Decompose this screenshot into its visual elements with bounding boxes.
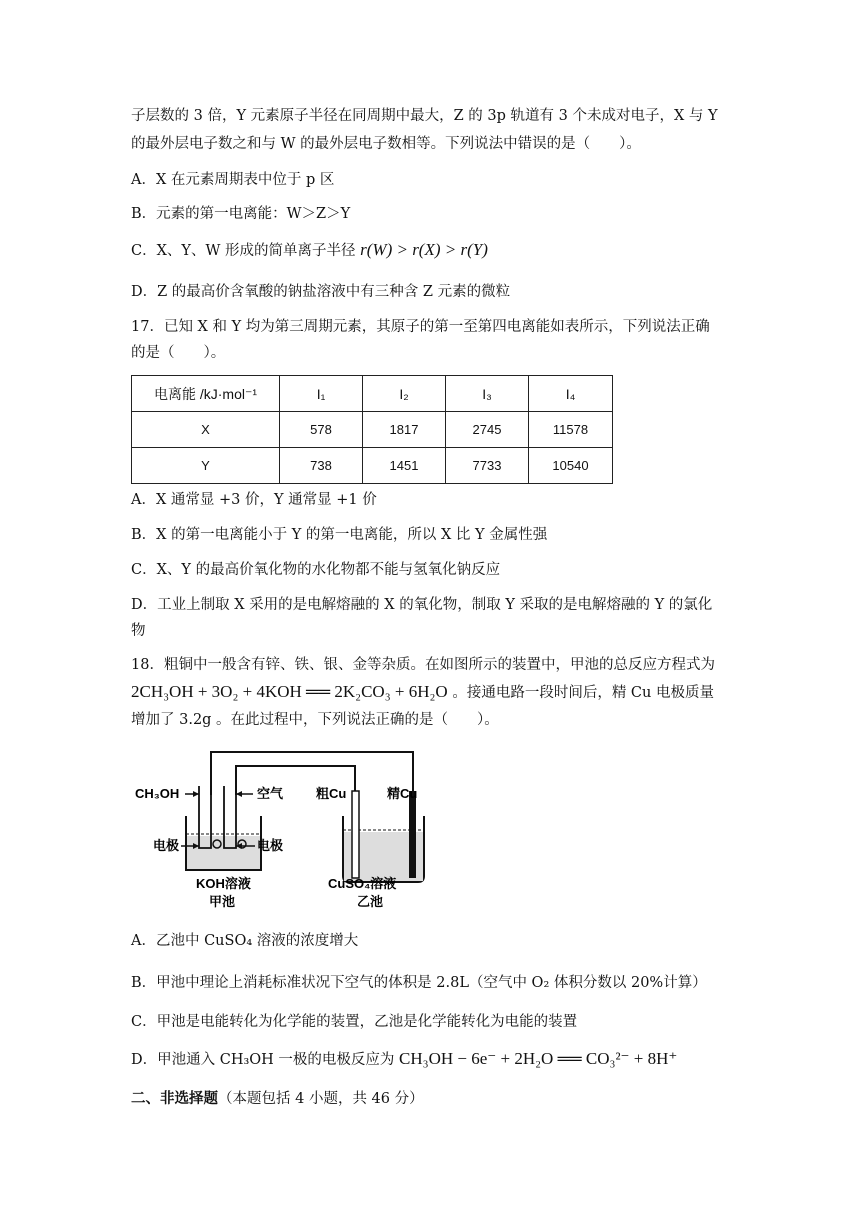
table-row	[132, 412, 613, 448]
table-cell: 1451	[363, 448, 446, 484]
question-18-line-3: 增加了 3.2g 。在此过程中，下列说法正确的是（ ）。	[131, 712, 499, 728]
figure-label-crude-cu: 粗Cu	[316, 786, 347, 801]
figure-label-koh: KOH溶液	[196, 876, 251, 891]
table-header-row	[132, 376, 613, 412]
option-c-18: C．甲池是电能转化为化学能的装置，乙池是化学能转化为电能的装置	[131, 1014, 578, 1030]
option-c-16-text: C．X、Y、W 形成的简单离子半径	[131, 243, 356, 259]
figure-label-cell-b: 乙池	[357, 894, 384, 909]
table-header-cell: I₄	[529, 376, 613, 412]
table-cell: 578	[280, 412, 363, 448]
section-2-heading	[131, 1089, 424, 1109]
table-cell: 2745	[446, 412, 529, 448]
question-18-equation-line	[131, 682, 714, 703]
figure-label-electrode-left: 电极	[153, 838, 180, 853]
total-reaction-equation: 2CH₃OH + 3O₂ + 4KOH ══ 2K₂CO₃ + 6H₂O	[131, 682, 448, 701]
figure-label-cuso4: CuSO₄溶液	[328, 876, 397, 891]
option-d-18	[131, 1049, 677, 1070]
table-header-cell: I₃	[446, 376, 529, 412]
section-2-note: （本题包括 4 小题，共 46 分）	[218, 1091, 424, 1107]
option-c-16-formula: r(W) > r(X) > r(Y)	[360, 240, 488, 259]
option-d-17-line-1: D．工业上制取 X 采用的是电解熔融的 X 的氧化物，制取 Y 采取的是电解熔融的 Y 的氯化	[131, 597, 713, 613]
option-b-16: B．元素的第一电离能：W＞Z＞Y	[131, 206, 351, 222]
figure-label-pure-cu: 精Cu	[387, 786, 418, 801]
table-header-cell: 电离能 /kJ·mol⁻¹	[132, 376, 280, 412]
ionization-energy-table	[131, 375, 613, 484]
table-cell: 10540	[529, 448, 613, 484]
line-2: 的最外层电子数之和与 W 的最外层电子数相等。下列说法中错误的是（ ）。	[131, 136, 641, 152]
option-c-17: C．X、Y 的最高价氧化物的水化物都不能与氢氧化钠反应	[131, 562, 501, 578]
question-17-line-2: 的是（ ）。	[131, 345, 226, 361]
figure-label-electrode-right: 电极	[257, 838, 284, 853]
option-a-17: A．X 通常显 +3 价，Y 通常显 +1 价	[131, 492, 377, 508]
question-18-line-1: 18．粗铜中一般含有锌、铁、银、金等杂质。在如图所示的装置中，甲池的总反应方程式为	[131, 657, 715, 673]
option-a-16: A．X 在元素周期表中位于 p 区	[131, 172, 335, 188]
table-cell: 1817	[363, 412, 446, 448]
table-cell: 7733	[446, 448, 529, 484]
figure-label-cell-a: 甲池	[209, 894, 236, 909]
question-17-line-1: 17．已知 X 和 Y 均为第三周期元素，其原子的第一至第四电离能如表所示，下列说法正确	[131, 319, 710, 335]
option-b-18: B．甲池中理论上消耗标准状况下空气的体积是 2.8L（空气中 O₂ 体积分数以 20%计算）	[131, 975, 707, 991]
question-18-equation-tail: 。接通电路一段时间后，精 Cu 电极质量	[452, 685, 714, 701]
table-row	[132, 448, 613, 484]
table-cell: X	[132, 412, 280, 448]
option-d-16: D．Z 的最高价含氧酸的钠盐溶液中有三种含 Z 元素的微粒	[131, 284, 511, 300]
option-c-16	[131, 240, 488, 261]
option-d-18-text: D．甲池通入 CH₃OH 一极的电极反应为	[131, 1052, 395, 1068]
table-header-cell: I₁	[280, 376, 363, 412]
table-header-cell: I₂	[363, 376, 446, 412]
table-cell: 11578	[529, 412, 613, 448]
electrolysis-apparatus-figure	[131, 746, 431, 911]
line-1: 子层数的 3 倍，Y 元素原子半径在同周期中最大，Z 的 3p 轨道有 3 个未成对电子，X 与 Y	[131, 108, 718, 124]
figure-label-air: 空气	[257, 786, 284, 801]
table-cell: Y	[132, 448, 280, 484]
option-d-17-line-2: 物	[131, 623, 146, 639]
figure-label-ch3oh: CH₃OH	[135, 786, 180, 801]
option-d-18-formula: CH₃OH − 6e⁻ + 2H₂O ══ CO₃²⁻ + 8H⁺	[399, 1049, 678, 1068]
option-a-18: A．乙池中 CuSO₄ 溶液的浓度增大	[131, 933, 359, 949]
section-2-title: 二、非选择题	[131, 1090, 218, 1107]
table-cell: 738	[280, 448, 363, 484]
option-b-17: B．X 的第一电离能小于 Y 的第一电离能，所以 X 比 Y 金属性强	[131, 527, 548, 543]
